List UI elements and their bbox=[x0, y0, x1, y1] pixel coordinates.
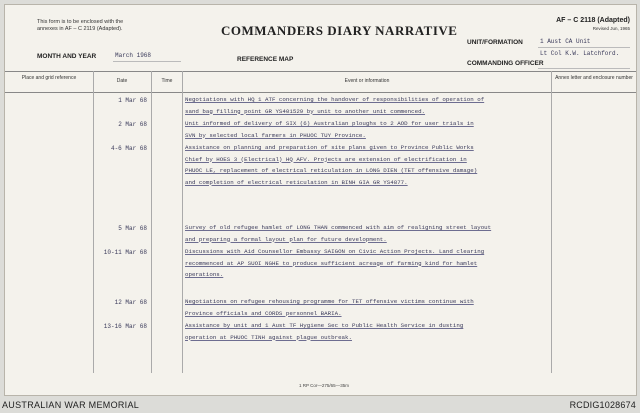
entry-date: 1 Mar 68 bbox=[118, 97, 147, 104]
entry-event bbox=[185, 320, 543, 343]
col-header-annex: Annex letter and enclosure number bbox=[555, 75, 633, 81]
enclosure-note-line1: This form is to be enclosed with the bbox=[37, 19, 124, 25]
entry-event-line: Negotiations on refugee rehousing programme for TET offensive victims continue with bbox=[185, 298, 474, 305]
col-header-date: Date bbox=[116, 78, 128, 84]
reference-map-label: REFERENCE MAP bbox=[237, 56, 294, 63]
month-year-label: MONTH AND YEAR bbox=[37, 53, 97, 60]
col-header-event: Event or information bbox=[344, 78, 390, 84]
entry-date: 5 Mar 68 bbox=[118, 225, 147, 232]
entry-event-line: Province officials and CORDS personnel BARIA. bbox=[185, 309, 342, 317]
entry-event-line: operations. bbox=[185, 271, 224, 278]
entry-event-line: Survey of old refugee hamlet of LONG THAN commenced with aim of realigning street layout bbox=[185, 224, 492, 231]
entry-event-line: Unit informed of delivery of SIX (6) Australian ploughs to 2 AOD for user trials in bbox=[185, 120, 474, 127]
entry-event-line: Assistance by unit and 1 Aust TF Hygiene Sec to Public Health Service in dusting bbox=[185, 322, 464, 329]
unit-formation-label: UNIT/FORMATION bbox=[467, 39, 523, 46]
col-divider-event bbox=[551, 71, 552, 373]
entry-event-line: Chief by HOES 3 (Electrical) HQ AFV. Projects are extension of electrification in bbox=[185, 155, 467, 163]
month-year-underline bbox=[113, 61, 181, 62]
unit-formation-value: 1 Aust CA Unit bbox=[540, 38, 591, 45]
table-top-rule bbox=[5, 71, 636, 72]
footer-bar bbox=[0, 398, 640, 413]
entry-date: 13-16 Mar 68 bbox=[103, 323, 147, 330]
diary-sheet bbox=[4, 4, 637, 396]
col-header-time: Time bbox=[161, 78, 173, 84]
unit-underline bbox=[538, 47, 630, 48]
revised-date: Revised Jun, 1965 bbox=[592, 26, 630, 31]
entry-date: 4-6 Mar 68 bbox=[110, 145, 147, 152]
entry-event-line: and completion of electrical reticulation in BINH GIA GR YS4877. bbox=[185, 178, 408, 186]
enclosure-note-line2: annexes in AF – C 2119 (Adapted). bbox=[37, 26, 123, 32]
page-title: COMMANDERS DIARY NARRATIVE bbox=[221, 23, 458, 38]
entry-event-line: Assistance on planning and preparation of site plans given to Province Public Works bbox=[185, 144, 474, 151]
entry-event bbox=[185, 296, 543, 319]
entry-event-line: sand bag filling point GR YS401529 by unit to another unit commenced. bbox=[185, 107, 426, 115]
entry-event-line: and preparing a formal layout plan for future development. bbox=[185, 235, 387, 243]
entry-event bbox=[185, 118, 543, 141]
commanding-officer-label: COMMANDING OFFICER bbox=[467, 60, 544, 67]
footer-institution: AUSTRALIAN WAR MEMORIAL bbox=[2, 400, 140, 410]
entry-date: 12 Mar 68 bbox=[114, 299, 147, 306]
entry-event bbox=[185, 222, 543, 245]
col-divider-time bbox=[182, 71, 183, 373]
col-header-place: Place and grid reference bbox=[21, 75, 77, 81]
entry-event-line: Discussions with Aid Counsellor Embassy SAIGON on Civic Action Projects. Land clearing bbox=[185, 248, 485, 255]
commanding-officer-value: Lt Col K.W. Latchford. bbox=[540, 50, 620, 57]
enclosure-note bbox=[37, 19, 157, 33]
table-header-rule bbox=[5, 92, 636, 93]
entry-event-line: Negotiations with HQ 1 ATF concerning the handover of responsibilities of operation of bbox=[185, 96, 485, 103]
entry-date: 2 Mar 68 bbox=[118, 121, 147, 128]
entry-date: 10-11 Mar 68 bbox=[103, 249, 147, 256]
entry-event bbox=[185, 94, 543, 117]
col-divider-date bbox=[151, 71, 152, 373]
entry-event-line: operation at PHUOC TINH against plague outbreak. bbox=[185, 333, 352, 341]
print-code: 1 RP Cor—275/65—35m bbox=[299, 383, 349, 388]
entry-event-line: SVN by selected local farmers in PHUOC TUY Province. bbox=[185, 131, 366, 139]
entry-event bbox=[185, 142, 543, 188]
footer-record-id: RCDIG1028674 bbox=[569, 400, 636, 410]
officer-underline bbox=[538, 68, 630, 69]
entry-event-line: recommenced at AP SUOI NGHE to produce sufficient acreage of farming kind for hamlet bbox=[185, 259, 478, 267]
entry-event bbox=[185, 246, 543, 281]
form-code: AF – C 2118 (Adapted) bbox=[556, 17, 630, 24]
entry-event-line: PHUOC LE, replacement of electrical reticulation in LONG DIEN (TET offensive damage) bbox=[185, 167, 478, 174]
month-year-value: March 1968 bbox=[115, 52, 152, 59]
